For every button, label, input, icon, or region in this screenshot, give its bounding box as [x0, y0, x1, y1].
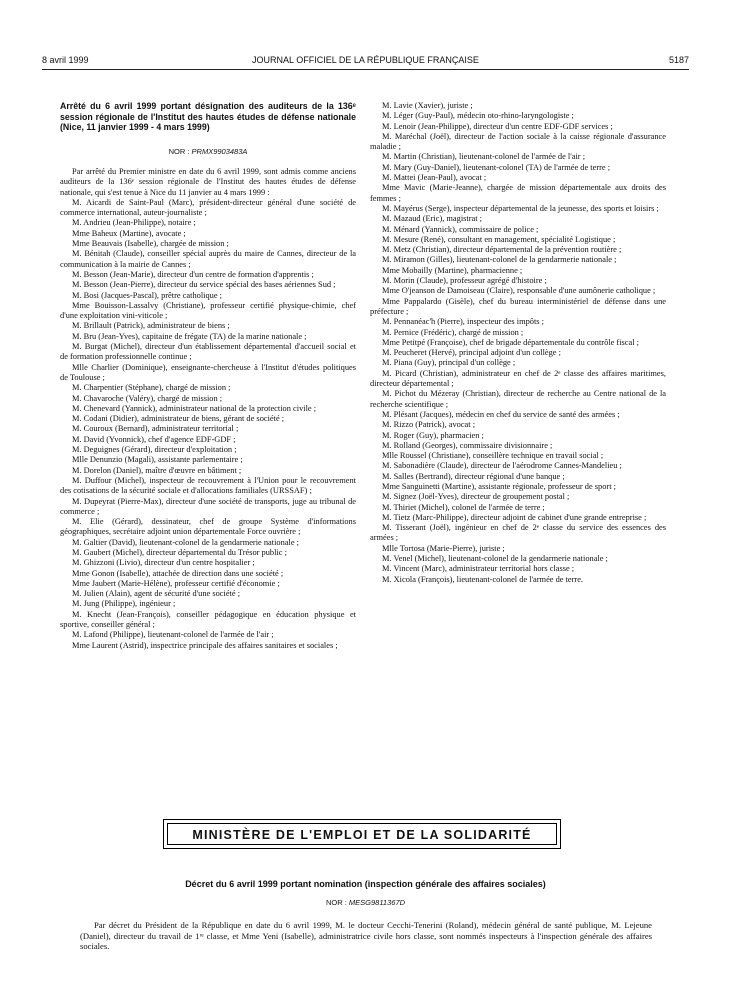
appointee-entry: M. Picard (Christian), administrateur en chef de 2ᵉ classe des affaires maritimes, directeur départemental ;: [370, 368, 666, 389]
appointee-entry: M. Bru (Jean-Yves), capitaine de frégate (TA) de la marine nationale ;: [72, 331, 307, 341]
appointee-entry: M. Tisserant (Joël), ingénieur en chef de 2ᵉ classe du service des essences des armées ;: [370, 523, 666, 543]
appointee-entry: M. Pernice (Frédéric), chargé de mission ;: [382, 327, 524, 337]
appointee-entry: M. Pichot du Mézeray (Christian), directeur de recherche au Centre national de la recherche scientifique ;: [370, 389, 666, 409]
appointee-entry: M. Gaubert (Michel), directeur départemental du Trésor public ;: [72, 547, 287, 557]
appointee-entry: M. Mayérus (Serge), inspecteur départemental de la jeunesse, des sports et loisirs ;: [382, 203, 659, 213]
appointee-entry: M. Mesure (René), consultant en management, spécialité Logistique ;: [382, 234, 616, 244]
ministry-name: MINISTÈRE DE L'EMPLOI ET DE LA SOLIDARITÉ: [167, 823, 557, 845]
appointee-entry: M. Signez (Joël-Yves), directeur de groupement postal ;: [382, 492, 570, 502]
header-journal-title: JOURNAL OFFICIEL DE LA RÉPUBLIQUE FRANÇAISE: [252, 55, 479, 65]
appointee-entry: M. Dorelon (Daniel), maître d'œuvre en bâtiment ;: [72, 465, 242, 475]
right-column: [370, 101, 666, 585]
right-entry-list: [370, 101, 666, 585]
appointee-entry: M. Sabonadière (Claude), directeur de l'aérodrome Cannes-Mandelieu ;: [382, 461, 622, 471]
appointee-entry: Mme Mavic (Marie-Jeanne), chargée de mission départementale aux droits des femmes ;: [370, 183, 666, 203]
appointee-entry: Mme Bouisson-Lassalvy (Christiane), professeur certifié physique-chimie, chef d'une exploitation vini-viticole ;: [60, 300, 356, 321]
appointee-entry: M. Xicola (François), lieutenant-colonel de l'armée de terre.: [382, 574, 584, 584]
appointee-entry: M. Plésant (Jacques), médecin en chef du service de santé des armées ;: [382, 409, 620, 419]
arrete-nor-label: NOR :: [168, 147, 190, 156]
appointee-entry: M. Rolland (Georges), commissaire divisionnaire ;: [382, 440, 553, 450]
appointee-entry: M. Deguignes (Gérard), directeur d'exploitation ;: [72, 445, 237, 455]
appointee-entry: Mlle Charlier (Dominique), enseignante-chercheuse à l'Institut d'études politiques de Toulouse ;: [60, 362, 356, 382]
appointee-entry: M. Rizzo (Patrick), avocat ;: [382, 420, 476, 430]
appointee-entry: M. Charpentier (Stéphane), chargé de mission ;: [72, 383, 231, 393]
appointee-entry: M. Burgat (Michel), directeur d'un établissement départemental d'accueil social et de formation professionnelle continue ;: [60, 342, 356, 362]
appointee-entry: M. Aicardi de Saint-Paul (Marc), président-directeur général d'une société de commerce international, auteur-journaliste ;: [60, 197, 356, 218]
appointee-entry: M. Galtier (David), lieutenant-colonel de la gendarmerie nationale ;: [72, 537, 299, 547]
page-header: [0, 55, 731, 67]
appointee-entry: M. Thiriet (Michel), colonel de l'armée de terre ;: [382, 502, 545, 512]
appointee-entry: M. Mattei (Jean-Paul), avocat ;: [382, 173, 487, 183]
appointee-entry: Mme Gonon (Isabelle), attachée de direction dans une société ;: [72, 568, 284, 578]
appointee-entry: M. Brillault (Patrick), administrateur de biens ;: [72, 321, 230, 331]
appointee-entry: M. Besson (Jean-Marie), directeur d'un centre de formation d'apprentis ;: [72, 269, 314, 279]
decret-body: [80, 920, 652, 952]
arrete-intro: Par arrêté du Premier ministre en date du 6 avril 1999, sont admis comme anciens auditeurs de la 136ᵉ session régionale de l'Institut des hautes études de défense nationale, qui s'est tenue à Nice du 11 janvier au 4 mars 1999 :: [60, 167, 356, 197]
arrete-title: Arrêté du 6 avril 1999 portant désignation des auditeurs de la 136ᵉ session régionale de l'Institut des hautes études de défense nationale (Nice, 11 janvier 1999 - 4 mars 1999): [60, 101, 356, 132]
appointee-entry: M. Miramon (Gilles), lieutenant-colonel de la gendarmerie nationale ;: [382, 255, 617, 265]
appointee-entry: M. Dupeyrat (Pierre-Max), directeur d'une société de transports, juge au tribunal de commerce ;: [60, 496, 356, 516]
appointee-entry: M. Couroux (Bernard), administrateur territorial ;: [72, 424, 239, 434]
appointee-entry: Mme Petitpé (Françoise), chef de brigade départementale du contrôle fiscal ;: [382, 337, 639, 347]
header-rule: [42, 69, 689, 70]
decret-nor-code: MESG9811367D: [348, 898, 406, 907]
appointee-entry: M. Duffour (Michel), inspecteur de recouvrement à l'Union pour le recouvrement des cotisations de la sécurité sociale et d'allocations familiales (URSSAF) ;: [60, 475, 356, 496]
appointee-entry: Mlle Tortosa (Marie-Pierre), juriste ;: [382, 543, 505, 553]
appointee-entry: M. Besson (Jean-Pierre), directeur du service spécial des bases aériennes Sud ;: [72, 280, 336, 290]
appointee-entry: M. Maréchal (Joël), directeur de l'action sociale à la caisse régionale d'assurance maladie ;: [370, 131, 666, 152]
appointee-entry: M. Codani (Didier), administrateur de biens, gérant de société ;: [72, 414, 285, 424]
left-entry-list: [60, 198, 356, 651]
appointee-entry: M. Elie (Gérard), dessinateur, chef de groupe Système d'informations géographiques, secrétaire adjoint union départementale Force ouvrière ;: [60, 517, 356, 537]
appointee-entry: Mme Laurent (Astrid), inspectrice principale des affaires sanitaires et sociales ;: [72, 640, 338, 650]
appointee-entry: Mme Beauvais (Isabelle), chargée de mission ;: [72, 239, 229, 249]
appointee-entry: M. David (Yvonnick), chef d'agence EDF-GDF ;: [72, 434, 236, 444]
appointee-entry: Mlle Roussel (Christiane), conseillère technique en travail social ;: [382, 451, 604, 461]
decret-title: Décret du 6 avril 1999 portant nomination (inspection générale des affaires sociales): [185, 879, 546, 889]
appointee-entry: M. Knecht (Jean-François), conseiller pédagogique en éducation physique et sportive, conseiller général ;: [60, 609, 356, 630]
appointee-entry: M. Salles (Bertrand), directeur régional d'une banque ;: [382, 471, 565, 481]
appointee-entry: M. Pennanéac'h (Pierre), inspecteur des impôts ;: [382, 317, 544, 327]
arrete-nor: [60, 147, 356, 156]
ministry-banner: [163, 819, 561, 849]
appointee-entry: M. Lenoir (Jean-Philippe), directeur d'un centre EDF-GDF services ;: [382, 121, 613, 131]
header-date: 8 avril 1999: [42, 55, 89, 65]
appointee-entry: M. Tietz (Marc-Philippe), directeur adjoint de cabinet d'une grande entreprise ;: [382, 512, 647, 522]
appointee-entry: Mme Mobailly (Martine), pharmacienne ;: [382, 265, 523, 275]
appointee-entry: M. Lafond (Philippe), lieutenant-colonel de l'armée de l'air ;: [72, 630, 274, 640]
appointee-entry: M. Andrieu (Jean-Philippe), notaire ;: [72, 218, 196, 228]
appointee-entry: M. Piana (Guy), principal d'un collège ;: [382, 358, 516, 368]
arrete-nor-code: PRMX9903483A: [191, 147, 248, 156]
decret-nor-label: NOR :: [325, 898, 347, 907]
appointee-entry: M. Morin (Claude), professeur agrégé d'histoire ;: [382, 276, 547, 286]
appointee-entry: Mme O'jeanson de Damoiseau (Claire), responsable d'une aumônerie catholique ;: [382, 286, 656, 296]
decret-paragraph: Par décret du Président de la République en date du 6 avril 1999, M. le docteur Cecchi-Tenerini (Roland), médecin général de santé publique, M. Lejeune (Daniel), directeur du travail de 1ʳᵉ classe, et Mme Yeni (Isabelle), administratrice civile hors classe, sont nommés inspecteurs à l'inspection générale des affaires sociales.: [80, 920, 652, 951]
appointee-entry: M. Jung (Philippe), ingénieur ;: [72, 599, 176, 609]
left-column: [60, 167, 356, 651]
appointee-entry: M. Ghizzoni (Livio), directeur d'un centre hospitalier ;: [72, 558, 255, 568]
appointee-entry: Mlle Denunzio (Magali), assistante parlementaire ;: [72, 455, 243, 465]
appointee-entry: M. Léger (Guy-Paul), médecin oto-rhino-laryngologiste ;: [382, 111, 574, 121]
appointee-entry: M. Bosi (Jacques-Pascal), prêtre catholique ;: [72, 290, 223, 300]
appointee-entry: Mme Sanguinetti (Martine), assistante régionale, professeur de sport ;: [382, 481, 616, 491]
appointee-entry: M. Chenevard (Yannick), administrateur national de la protection civile ;: [72, 403, 317, 413]
appointee-entry: M. Roger (Guy), pharmacien ;: [382, 430, 484, 440]
appointee-entry: M. Vincent (Marc), administrateur territorial hors classe ;: [382, 564, 575, 574]
appointee-entry: M. Bénitah (Claude), conseiller spécial auprès du maire de Cannes, directeur de la communication à la mairie de Cannes ;: [60, 249, 356, 269]
appointee-entry: M. Metz (Christian), directeur départemental de la prévention routière ;: [382, 245, 622, 255]
appointee-entry: M. Martin (Christian), lieutenant-colonel de l'armée de l'air ;: [382, 152, 586, 162]
appointee-entry: M. Julien (Alain), agent de sécurité d'une société ;: [72, 589, 241, 599]
appointee-entry: Mme Baheux (Martine), avocate ;: [72, 228, 186, 238]
appointee-entry: M. Ménard (Yannick), commissaire de police ;: [382, 224, 539, 234]
appointee-entry: Mme Pappalardo (Gisèle), chef du bureau interministériel de défense dans une préfecture ;: [370, 296, 666, 316]
appointee-entry: M. Mary (Guy-Daniel), lieutenant-colonel (TA) de l'armée de terre ;: [382, 162, 611, 172]
decret-nor: [0, 898, 731, 907]
appointee-entry: Mme Jaubert (Marie-Hélène), professeur certifié d'économie ;: [72, 578, 280, 588]
appointee-entry: M. Lavie (Xavier), juriste ;: [382, 101, 473, 110]
appointee-entry: M. Venel (Michel), lieutenant-colonel de la gendarmerie nationale ;: [382, 554, 608, 564]
appointee-entry: M. Chavaroche (Valéry), chargé de mission ;: [72, 393, 223, 403]
appointee-entry: M. Peucheret (Hervé), principal adjoint d'un collège ;: [382, 348, 561, 358]
appointee-entry: M. Mazaud (Eric), magistrat ;: [382, 214, 483, 224]
header-page-number: 5187: [668, 55, 689, 65]
